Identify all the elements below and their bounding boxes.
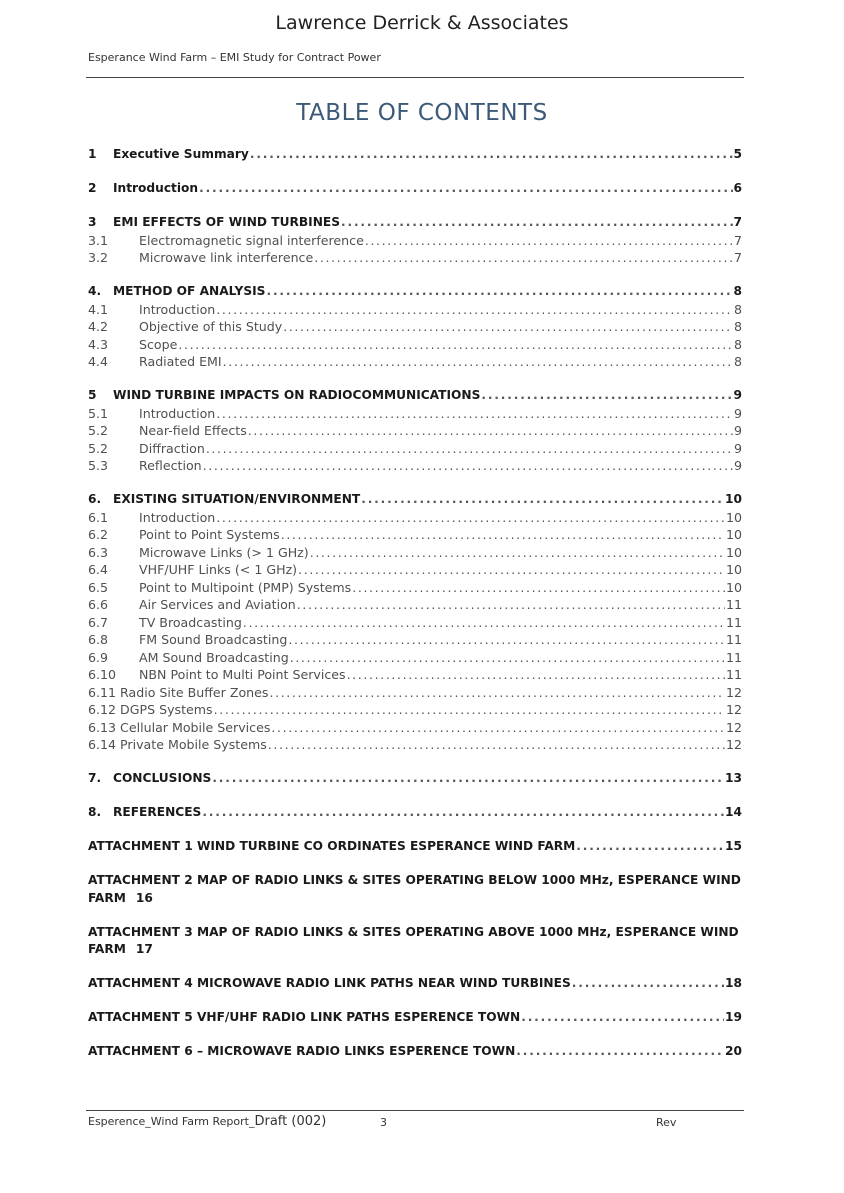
dot-leader [314, 249, 733, 267]
toc-entry-label: TV Broadcasting [139, 614, 242, 630]
toc-entry-page: 12 [725, 684, 742, 700]
toc-entry-number: 6.9 [88, 649, 109, 665]
toc-entry[interactable] [88, 318, 742, 336]
toc-entry-label: Scope [139, 336, 178, 352]
toc-entry-number: 5.2 [88, 440, 109, 456]
toc-entry-label: Radiated EMI [139, 354, 222, 369]
toc-entry-number: 3.2 [88, 250, 109, 265]
dot-leader [521, 1009, 724, 1027]
toc-entry-page: 7 [733, 232, 742, 248]
toc-entry-page: 9 [733, 388, 742, 402]
toc-entry-label: Introduction [139, 301, 216, 317]
toc-entry-number: 6. [88, 492, 102, 506]
dot-leader [216, 509, 725, 527]
dot-leader [572, 975, 724, 993]
toc-entry[interactable] [88, 526, 742, 544]
dot-leader [269, 684, 724, 702]
toc-entry-label: Diffraction [139, 440, 205, 456]
toc-entry-number: 5.1 [88, 405, 109, 421]
dot-leader [178, 336, 733, 354]
toc-entry-label: Microwave link interference [139, 250, 314, 265]
toc-entry-page: 11 [725, 667, 742, 682]
toc-entry[interactable] [88, 736, 742, 754]
toc-entry-number: 6.8 [88, 632, 109, 647]
dot-leader [214, 701, 725, 719]
toc-entry[interactable] [88, 440, 742, 458]
toc-entry-label: Near-field Effects [139, 423, 247, 438]
document-subtitle: Esperance Wind Farm – EMI Study for Contract Power [88, 51, 381, 64]
footer-file-prefix: Esperence_Wind Farm Report_ [88, 1115, 255, 1128]
toc-entry-number: 6.4 [88, 562, 109, 577]
toc-entry-label: ATTACHMENT 6 – MICROWAVE RADIO LINKS ESPERENCE TOWN [88, 1044, 516, 1058]
dot-leader [216, 405, 733, 423]
toc-entry-page: 12 [725, 719, 742, 735]
toc-entry-number: 7. [88, 771, 102, 785]
toc-entry-label: Objective of this Study [139, 319, 283, 334]
toc-entry-page: 8 [733, 319, 742, 334]
toc-entry[interactable] [88, 614, 742, 632]
toc-entry-page: 10 [725, 562, 742, 577]
toc-entry[interactable] [88, 283, 742, 301]
toc-entry[interactable] [88, 579, 742, 597]
toc-entry-number: 6.2 [88, 527, 109, 542]
dot-leader [310, 544, 725, 562]
dot-leader [268, 736, 725, 754]
toc-entry-label: Introduction [139, 509, 216, 525]
toc-entry-page: 15 [725, 839, 742, 853]
dot-leader [212, 770, 724, 788]
toc-entry[interactable] [88, 491, 742, 509]
toc-entry-number: 8. [88, 805, 102, 819]
dot-leader [290, 649, 725, 667]
toc-entry[interactable] [88, 214, 742, 232]
toc-entry-label: 6.14 Private Mobile Systems [88, 737, 267, 752]
toc-entry-number: 6.1 [88, 509, 109, 525]
toc-entry-label: NBN Point to Multi Point Services [139, 667, 346, 682]
toc-entry-page: 11 [725, 649, 742, 665]
toc-entry-page: 10 [725, 492, 742, 506]
dot-leader [516, 1043, 724, 1061]
toc-entry[interactable] [88, 596, 742, 614]
toc-entry-page: 5 [733, 147, 742, 161]
toc-entry-label: Electromagnetic signal interference [139, 232, 364, 248]
toc-attachment-entry[interactable] [88, 1043, 742, 1061]
toc-entry-page: 17 [135, 942, 153, 956]
toc-entry-number: 4. [88, 284, 102, 298]
dot-leader [576, 838, 724, 856]
toc-entry-label: VHF/UHF Links (< 1 GHz) [139, 562, 298, 577]
toc-entry-page: 11 [725, 632, 742, 647]
toc-entry-label: AM Sound Broadcasting [139, 649, 289, 665]
footer-file-draft: Draft (002) [254, 1114, 327, 1129]
toc-entry-page: 13 [725, 771, 742, 785]
table-of-contents [88, 146, 742, 1061]
toc-entry-page: 19 [725, 1010, 742, 1024]
footer-divider [86, 1110, 744, 1111]
toc-entry-page: 9 [733, 405, 742, 421]
dot-leader [206, 440, 733, 458]
toc-entry-number: 5 [88, 388, 97, 402]
toc-entry-label: METHOD OF ANALYSIS [113, 284, 266, 298]
toc-entry[interactable] [88, 804, 742, 822]
dot-leader [223, 353, 733, 371]
toc-attachment-entry[interactable] [88, 1009, 742, 1027]
toc-entry[interactable] [88, 649, 742, 667]
toc-entry-page: 9 [733, 423, 742, 438]
toc-entry-number: 6.3 [88, 544, 109, 560]
toc-entry[interactable] [88, 457, 742, 475]
toc-entry-page: 8 [733, 301, 742, 317]
dot-leader [297, 596, 725, 614]
dot-leader [365, 232, 733, 250]
toc-entry[interactable] [88, 631, 742, 649]
toc-entry[interactable] [88, 561, 742, 579]
toc-entry-page: 20 [725, 1044, 742, 1058]
header-divider [86, 77, 744, 78]
toc-entry-label: WIND TURBINE IMPACTS ON RADIOCOMMUNICATIONS [113, 388, 481, 402]
dot-leader [481, 387, 732, 405]
toc-entry-label: ATTACHMENT 4 MICROWAVE RADIO LINK PATHS NEAR WIND TURBINES [88, 976, 571, 990]
toc-entry-number: 4.1 [88, 301, 109, 317]
footer-rev: Rev [656, 1116, 677, 1129]
toc-entry-number: 6.6 [88, 597, 109, 612]
toc-entry-page: 8 [733, 284, 742, 298]
toc-entry[interactable] [88, 180, 742, 198]
toc-entry-number: 4.3 [88, 336, 109, 352]
dot-leader [288, 631, 725, 649]
toc-entry-number: 1 [88, 147, 97, 161]
toc-entry-number: 6.10 [88, 667, 117, 682]
dot-leader [266, 283, 732, 301]
toc-entry-page: 8 [733, 336, 742, 352]
toc-entry-label: ATTACHMENT 2 MAP OF RADIO LINKS & SITES OPERATING BELOW 1000 MHz, ESPERANCE WIND FARM [88, 873, 741, 905]
toc-attachment-entry[interactable] [88, 975, 742, 993]
toc-entry-number: 6.5 [88, 579, 109, 595]
dot-leader [248, 422, 733, 440]
dot-leader [352, 579, 725, 597]
toc-entry-number: 4.4 [88, 354, 109, 369]
toc-entry[interactable] [88, 405, 742, 423]
toc-entry-label: Introduction [139, 405, 216, 421]
toc-entry[interactable] [88, 544, 742, 562]
toc-entry-label: ATTACHMENT 1 WIND TURBINE CO ORDINATES ESPERANCE WIND FARM [88, 839, 576, 853]
dot-leader [271, 719, 725, 737]
toc-entry-page: 10 [725, 527, 742, 542]
toc-entry-label: REFERENCES [113, 805, 202, 819]
toc-entry-label: Point to Point Systems [139, 527, 280, 542]
toc-attachment-entry[interactable] [88, 872, 742, 907]
toc-entry-page: 8 [733, 354, 742, 369]
toc-entry-label: Reflection [139, 458, 202, 473]
toc-attachment-entry[interactable] [88, 924, 742, 959]
toc-entry[interactable] [88, 249, 742, 267]
toc-entry-number: 2 [88, 181, 97, 195]
toc-entry-page: 10 [725, 544, 742, 560]
toc-entry[interactable] [88, 684, 742, 702]
toc-entry[interactable] [88, 701, 742, 719]
toc-entry-label: EXISTING SITUATION/ENVIRONMENT [113, 492, 361, 506]
toc-entry[interactable] [88, 353, 742, 371]
toc-entry[interactable] [88, 666, 742, 684]
toc-entry-label: Point to Multipoint (PMP) Systems [139, 579, 352, 595]
toc-entry-label: ATTACHMENT 3 MAP OF RADIO LINKS & SITES OPERATING ABOVE 1000 MHz, ESPERANCE WIND FARM [88, 924, 739, 956]
toc-entry-number: 6.7 [88, 614, 109, 630]
dot-leader [202, 804, 724, 822]
toc-entry-number: 5.3 [88, 458, 109, 473]
toc-entry-label: Microwave Links (> 1 GHz) [139, 544, 309, 560]
dot-leader [199, 180, 732, 198]
toc-entry-label: Executive Summary [113, 147, 249, 161]
toc-entry-number: 3.1 [88, 232, 109, 248]
dot-leader [283, 318, 733, 336]
toc-entry-label: CONCLUSIONS [113, 771, 212, 785]
toc-entry-label: FM Sound Broadcasting [139, 632, 288, 647]
toc-entry[interactable] [88, 146, 742, 164]
toc-entry-page: 7 [733, 215, 742, 229]
toc-entry-label: 6.13 Cellular Mobile Services [88, 719, 271, 735]
toc-entry-label: 6.12 DGPS Systems [88, 702, 213, 717]
dot-leader [361, 491, 724, 509]
page-title: TABLE OF CONTENTS [296, 100, 548, 126]
toc-entry-page: 9 [733, 458, 742, 473]
dot-leader [347, 666, 725, 684]
toc-entry-page: 6 [733, 181, 742, 195]
toc-entry-number: 4.2 [88, 319, 109, 334]
toc-entry-page: 18 [725, 976, 742, 990]
toc-entry-label: EMI EFFECTS OF WIND TURBINES [113, 215, 340, 229]
dot-leader [250, 146, 733, 164]
toc-entry[interactable] [88, 719, 742, 737]
dot-leader [203, 457, 733, 475]
toc-entry-page: 16 [135, 890, 153, 905]
toc-entry-page: 11 [725, 597, 742, 612]
dot-leader [341, 214, 733, 232]
toc-entry[interactable] [88, 770, 742, 788]
toc-entry-number: 5.2 [88, 423, 109, 438]
footer-filename [88, 1114, 326, 1129]
toc-attachment-entry[interactable] [88, 838, 742, 856]
dot-leader [281, 526, 725, 544]
dot-leader [298, 561, 725, 579]
toc-entry[interactable] [88, 509, 742, 527]
toc-entry-label: 6.11 Radio Site Buffer Zones [88, 684, 269, 700]
toc-entry-page: 9 [733, 440, 742, 456]
toc-entry[interactable] [88, 422, 742, 440]
toc-entry[interactable] [88, 336, 742, 354]
dot-leader [216, 301, 733, 319]
footer-page-number: 3 [380, 1116, 387, 1129]
toc-entry-number: 3 [88, 215, 97, 229]
toc-entry-page: 7 [733, 250, 742, 265]
toc-entry-page: 12 [725, 702, 742, 717]
dot-leader [243, 614, 725, 632]
company-name: Lawrence Derrick & Associates [275, 12, 569, 34]
toc-entry-label: ATTACHMENT 5 VHF/UHF RADIO LINK PATHS ESPERENCE TOWN [88, 1010, 521, 1024]
toc-entry[interactable] [88, 387, 742, 405]
toc-entry-page: 10 [725, 509, 742, 525]
toc-entry-label: Air Services and Aviation [139, 597, 296, 612]
toc-entry[interactable] [88, 301, 742, 319]
toc-entry-page: 11 [725, 614, 742, 630]
toc-entry-page: 12 [725, 737, 742, 752]
toc-entry-page: 14 [725, 805, 742, 819]
toc-entry-page: 10 [725, 579, 742, 595]
toc-entry-label: Introduction [113, 181, 199, 195]
toc-entry[interactable] [88, 232, 742, 250]
